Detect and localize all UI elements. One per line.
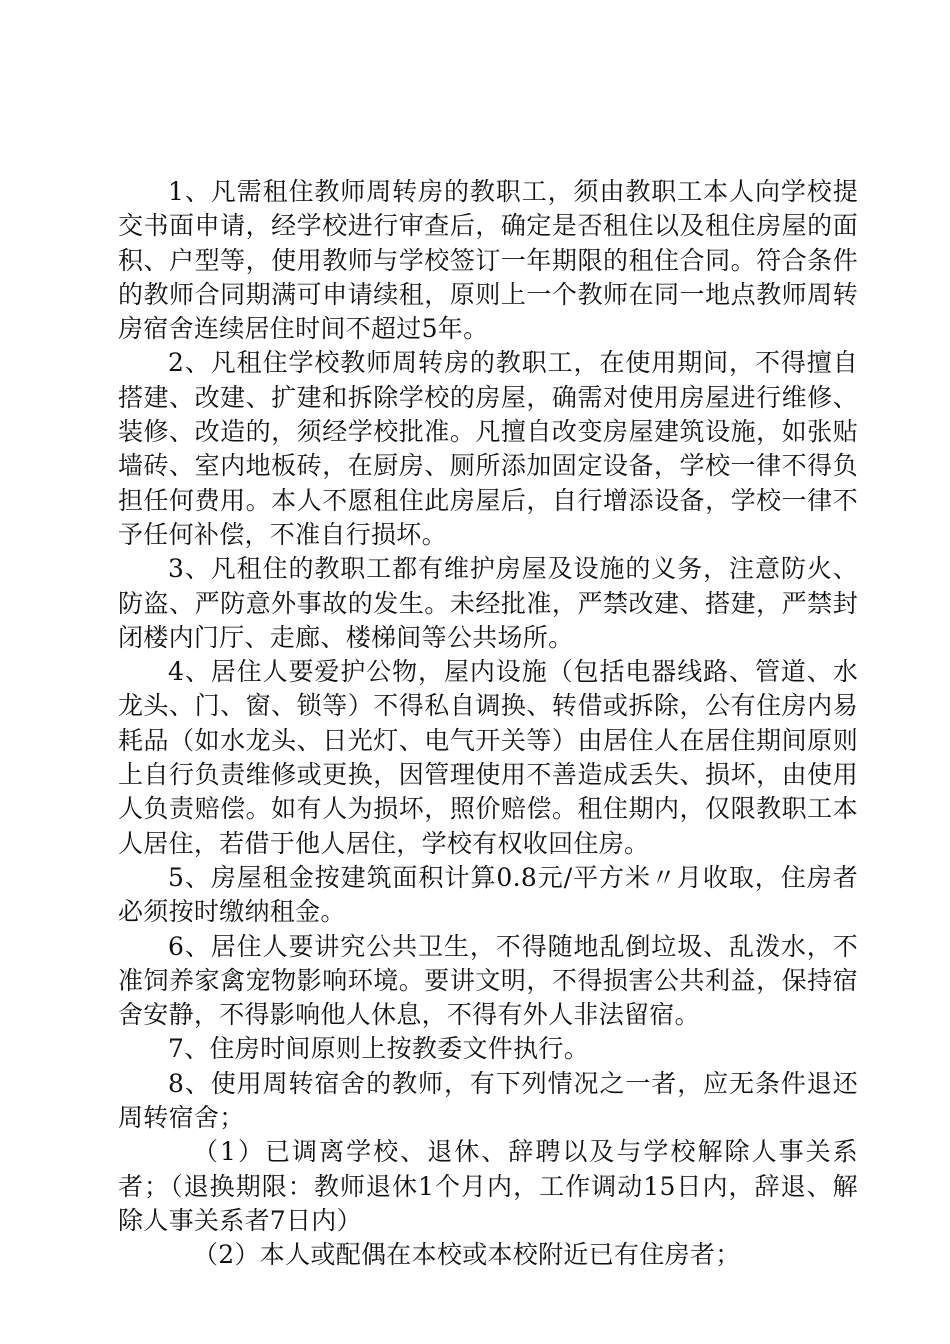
paragraph-8: 8、使用周转宿舍的教师，有下列情况之一者，应无条件退还周转宿舍； [118,1068,858,1133]
sub-item-2: （2）本人或配偶在本校或本校附近已有住房者； [193,1240,741,1270]
paragraph-4: 4、居住人要爱护公物，屋内设施（包括电器线路、管道、水龙头、门、窗、锁等）不得私自调换、转借或拆除，公有住房内易耗品（如水龙头、日光灯、电气开关等）由居住人在居住期间原则上自行负责维修或更换，因管理使用不善造成丢失、损坏，由使用人负责赔偿。如有人为损坏，照价赔偿。租住期内，仅限教职工本人居住，若借于他人居住，学校有权收回住房。 [118,657,858,858]
paragraph-5: 5、房屋租金按建筑面积计算0.8元/平方米〃月收取，住房者必须按时缴纳租金。 [118,862,858,927]
document-body [118,175,858,1273]
paragraph-6: 6、居住人要讲究公共卫生，不得随地乱倒垃圾、乱泼水，不准饲养家禽宠物影响环境。要讲文明，不得损害公共利益，保持宿舍安静，不得影响他人休息，不得有外人非法留宿。 [118,931,858,1030]
paragraph-7: 7、住房时间原则上按教委文件执行。 [168,1034,590,1064]
paragraph-3: 3、凡租住的教职工都有维护房屋及设施的义务，注意防火、防盗、严防意外事故的发生。未经批准，严禁改建、搭建，严禁封闭楼内门厅、走廊、楼梯间等公共场所。 [118,554,858,652]
sub-item-1: （1）已调离学校、退休、辞聘以及与学校解除人事关系者；（退换期限：教师退休1个月内，工作调动15日内，辞退、解除人事关系者7日内） [118,1137,858,1235]
paragraph-2: 2、凡租住学校教师周转房的教职工，在使用期间，不得擅自搭建、改建、扩建和拆除学校的房屋，确需对使用房屋进行维修、装修、改造的，须经学校批准。凡擅自改变房屋建筑设施，如张贴墙砖、室内地板砖，在厨房、厕所添加固定设备，学校一律不得负担任何费用。本人不愿租住此房屋后，自行增添设备，学校一律不予任何补偿，不准自行损坏。 [118,348,858,549]
paragraph-1: 1、凡需租住教师周转房的教职工，须由教职工本人向学校提交书面申请，经学校进行审查后，确定是否租住以及租住房屋的面积、户型等，使用教师与学校签订一年期限的租住合同。符合条件的教师合同期满可申请续租，原则上一个教师在同一地点教师周转房宿舍连续居住时间不超过5年。 [118,177,858,344]
